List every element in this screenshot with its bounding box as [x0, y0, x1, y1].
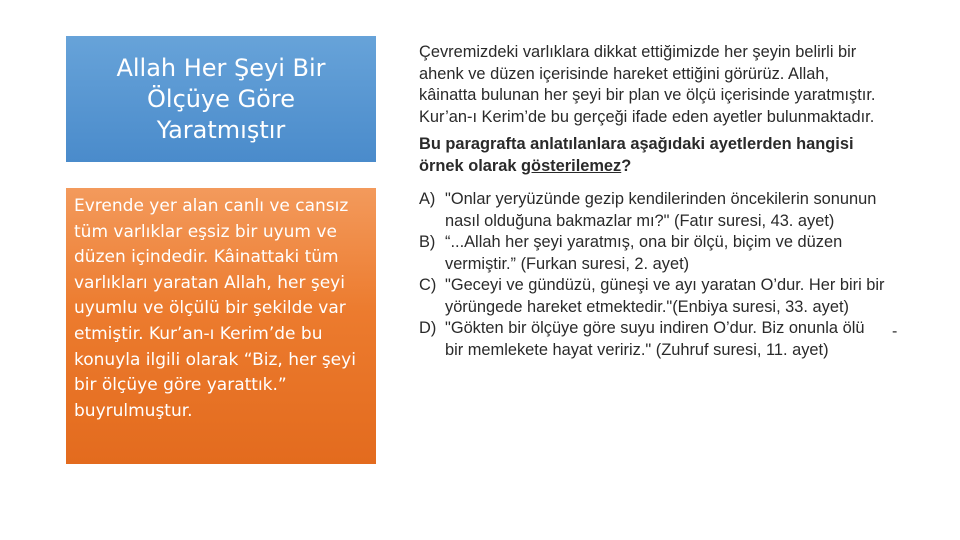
option-d-letter: D) [419, 319, 437, 337]
option-c [419, 275, 885, 318]
question-paragraph: Çevremizdeki varlıklara dikkat ettiğimizde her şeyin belirli bir ahenk ve düzen içerisinde hareket ettiğini görürüz. Allah, kâinatta bulunan her şeyi bir plan ve ölçü içerisinde yaratmıştır. Kur’an-ı Kerim’de bu gerçeği ifade eden ayetler bulunmaktadır. [419, 43, 876, 126]
option-c-letter: C) [419, 276, 437, 294]
option-b-letter: B) [419, 233, 436, 251]
option-c-text: "Geceyi ve gündüzü, güneşi ve ayı yaratan O’dur. Her biri bir yörüngede hareket etmektedir."(Enbiya suresi, 33. ayet) [445, 276, 885, 316]
option-a-text: "Onlar yeryüzünde gezip kendilerinden öncekilerin sonunun nasıl olduğuna bakmazlar mı?" (Fatır suresi, 43. ayet) [445, 190, 877, 230]
question-prompt [419, 134, 869, 177]
stray-hyphen: - [892, 323, 898, 340]
question-prompt-emphasis: gösterilemez [521, 156, 622, 175]
option-d-text: "Gökten bir ölçüye göre suyu indiren O’dur. Biz onunla ölü bir memlekete hayat veririz." (Zuhruf suresi, 11. ayet) [445, 319, 865, 359]
question-prompt-suffix: ? [621, 156, 632, 175]
title-box [66, 36, 376, 162]
option-a [419, 189, 885, 232]
content-box [66, 188, 376, 464]
question-image [419, 42, 889, 361]
option-a-letter: A) [419, 190, 436, 208]
content-text: Evrende yer alan canlı ve cansız tüm varlıklar eşsiz bir uyum ve düzen içindedir. Kâinattaki tüm varlıkları yaratan Allah, her şeyi uyumlu ve ölçülü bir şekilde var etmiştir. Kur’an-ı Kerim’de bu konuyla ilgili olarak “Biz, her şeyi bir ölçüye göre yarattık.” buyrulmuştur. [74, 196, 356, 421]
option-d [419, 318, 885, 361]
question-prompt-prefix: Bu paragrafta anlatılanlara aşağıdaki ayetlerden hangisi örnek olarak [419, 135, 854, 175]
answer-options [419, 189, 889, 361]
option-b [419, 232, 885, 275]
option-b-text: “...Allah her şeyi yaratmış, ona bir ölçü, biçim ve düzen vermiştir.” (Furkan suresi, 2. ayet) [445, 233, 843, 273]
slide-title: Allah Her Şeyi Bir Ölçüye Göre Yaratmıştır [116, 53, 326, 144]
